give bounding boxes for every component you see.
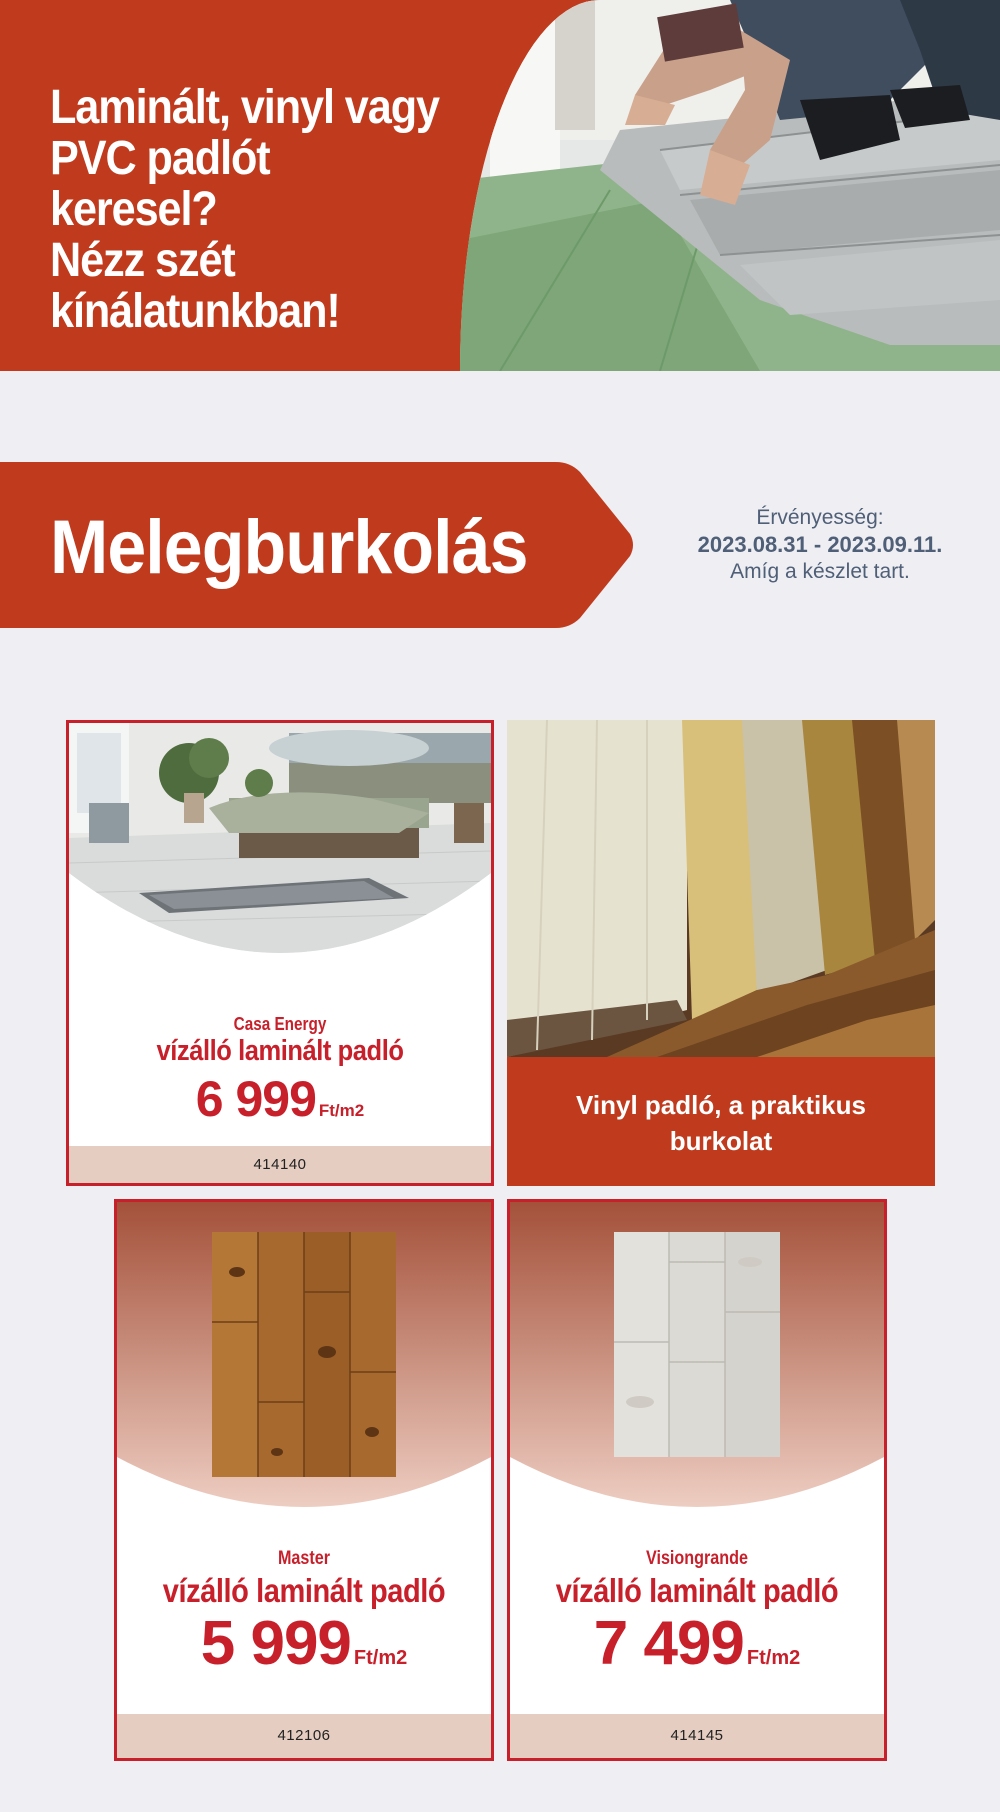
bedroom-laminate-photo: [69, 723, 491, 973]
product-brand: Visiongrande: [645, 1548, 748, 1569]
hero-title: [50, 82, 446, 337]
product-code: 412106: [117, 1714, 491, 1758]
product-code: 414145: [510, 1714, 884, 1758]
price-unit: Ft/m2: [746, 1647, 801, 1669]
validity-label: Érvényesség:: [756, 506, 884, 529]
product-card[interactable]: [66, 720, 494, 1186]
floor-installation-photo: [460, 0, 1000, 371]
price-unit: Ft/m2: [318, 1101, 365, 1120]
stone-tile-swatch: [510, 1202, 884, 1522]
product-price: [117, 1608, 491, 1679]
price-value: 5 999: [200, 1609, 351, 1678]
hero-title-line: Laminált, vinyl vagy: [50, 81, 439, 134]
vinyl-promo-tile[interactable]: [507, 720, 935, 1186]
product-card[interactable]: [507, 1199, 887, 1761]
validity-note: Amíg a készlet tart.: [730, 560, 910, 583]
vinyl-promo-text: [507, 1087, 935, 1159]
product-brand: Master: [277, 1548, 331, 1569]
oak-plank-swatch: [117, 1202, 491, 1522]
product-price: [510, 1608, 884, 1679]
hero-title-line: kínálatunkban!: [50, 285, 340, 338]
product-name: vízálló laminált padló: [156, 1035, 404, 1067]
hero-title-line: PVC padlót keresel?: [50, 132, 270, 236]
vinyl-promo-line: burkolat: [669, 1126, 773, 1156]
product-price: [69, 1070, 491, 1128]
vinyl-samples-fan-photo: [507, 720, 935, 1057]
product-brand: Casa Energy: [233, 1014, 327, 1034]
hero-banner[interactable]: [0, 0, 1000, 371]
vinyl-promo-line: Vinyl padló, a praktikus: [576, 1090, 866, 1120]
validity-info: [670, 504, 970, 585]
product-code: 414140: [69, 1146, 491, 1183]
price-value: 7 499: [593, 1609, 744, 1678]
section-title: Melegburkolás: [50, 505, 528, 590]
hero-title-line: Nézz szét: [50, 234, 235, 287]
price-unit: Ft/m2: [353, 1647, 408, 1669]
product-name: vízálló laminált padló: [162, 1572, 446, 1609]
product-card[interactable]: [114, 1199, 494, 1761]
price-value: 6 999: [195, 1071, 316, 1127]
product-name: vízálló laminált padló: [555, 1572, 839, 1609]
validity-dates: 2023.08.31 - 2023.09.11.: [697, 532, 943, 557]
